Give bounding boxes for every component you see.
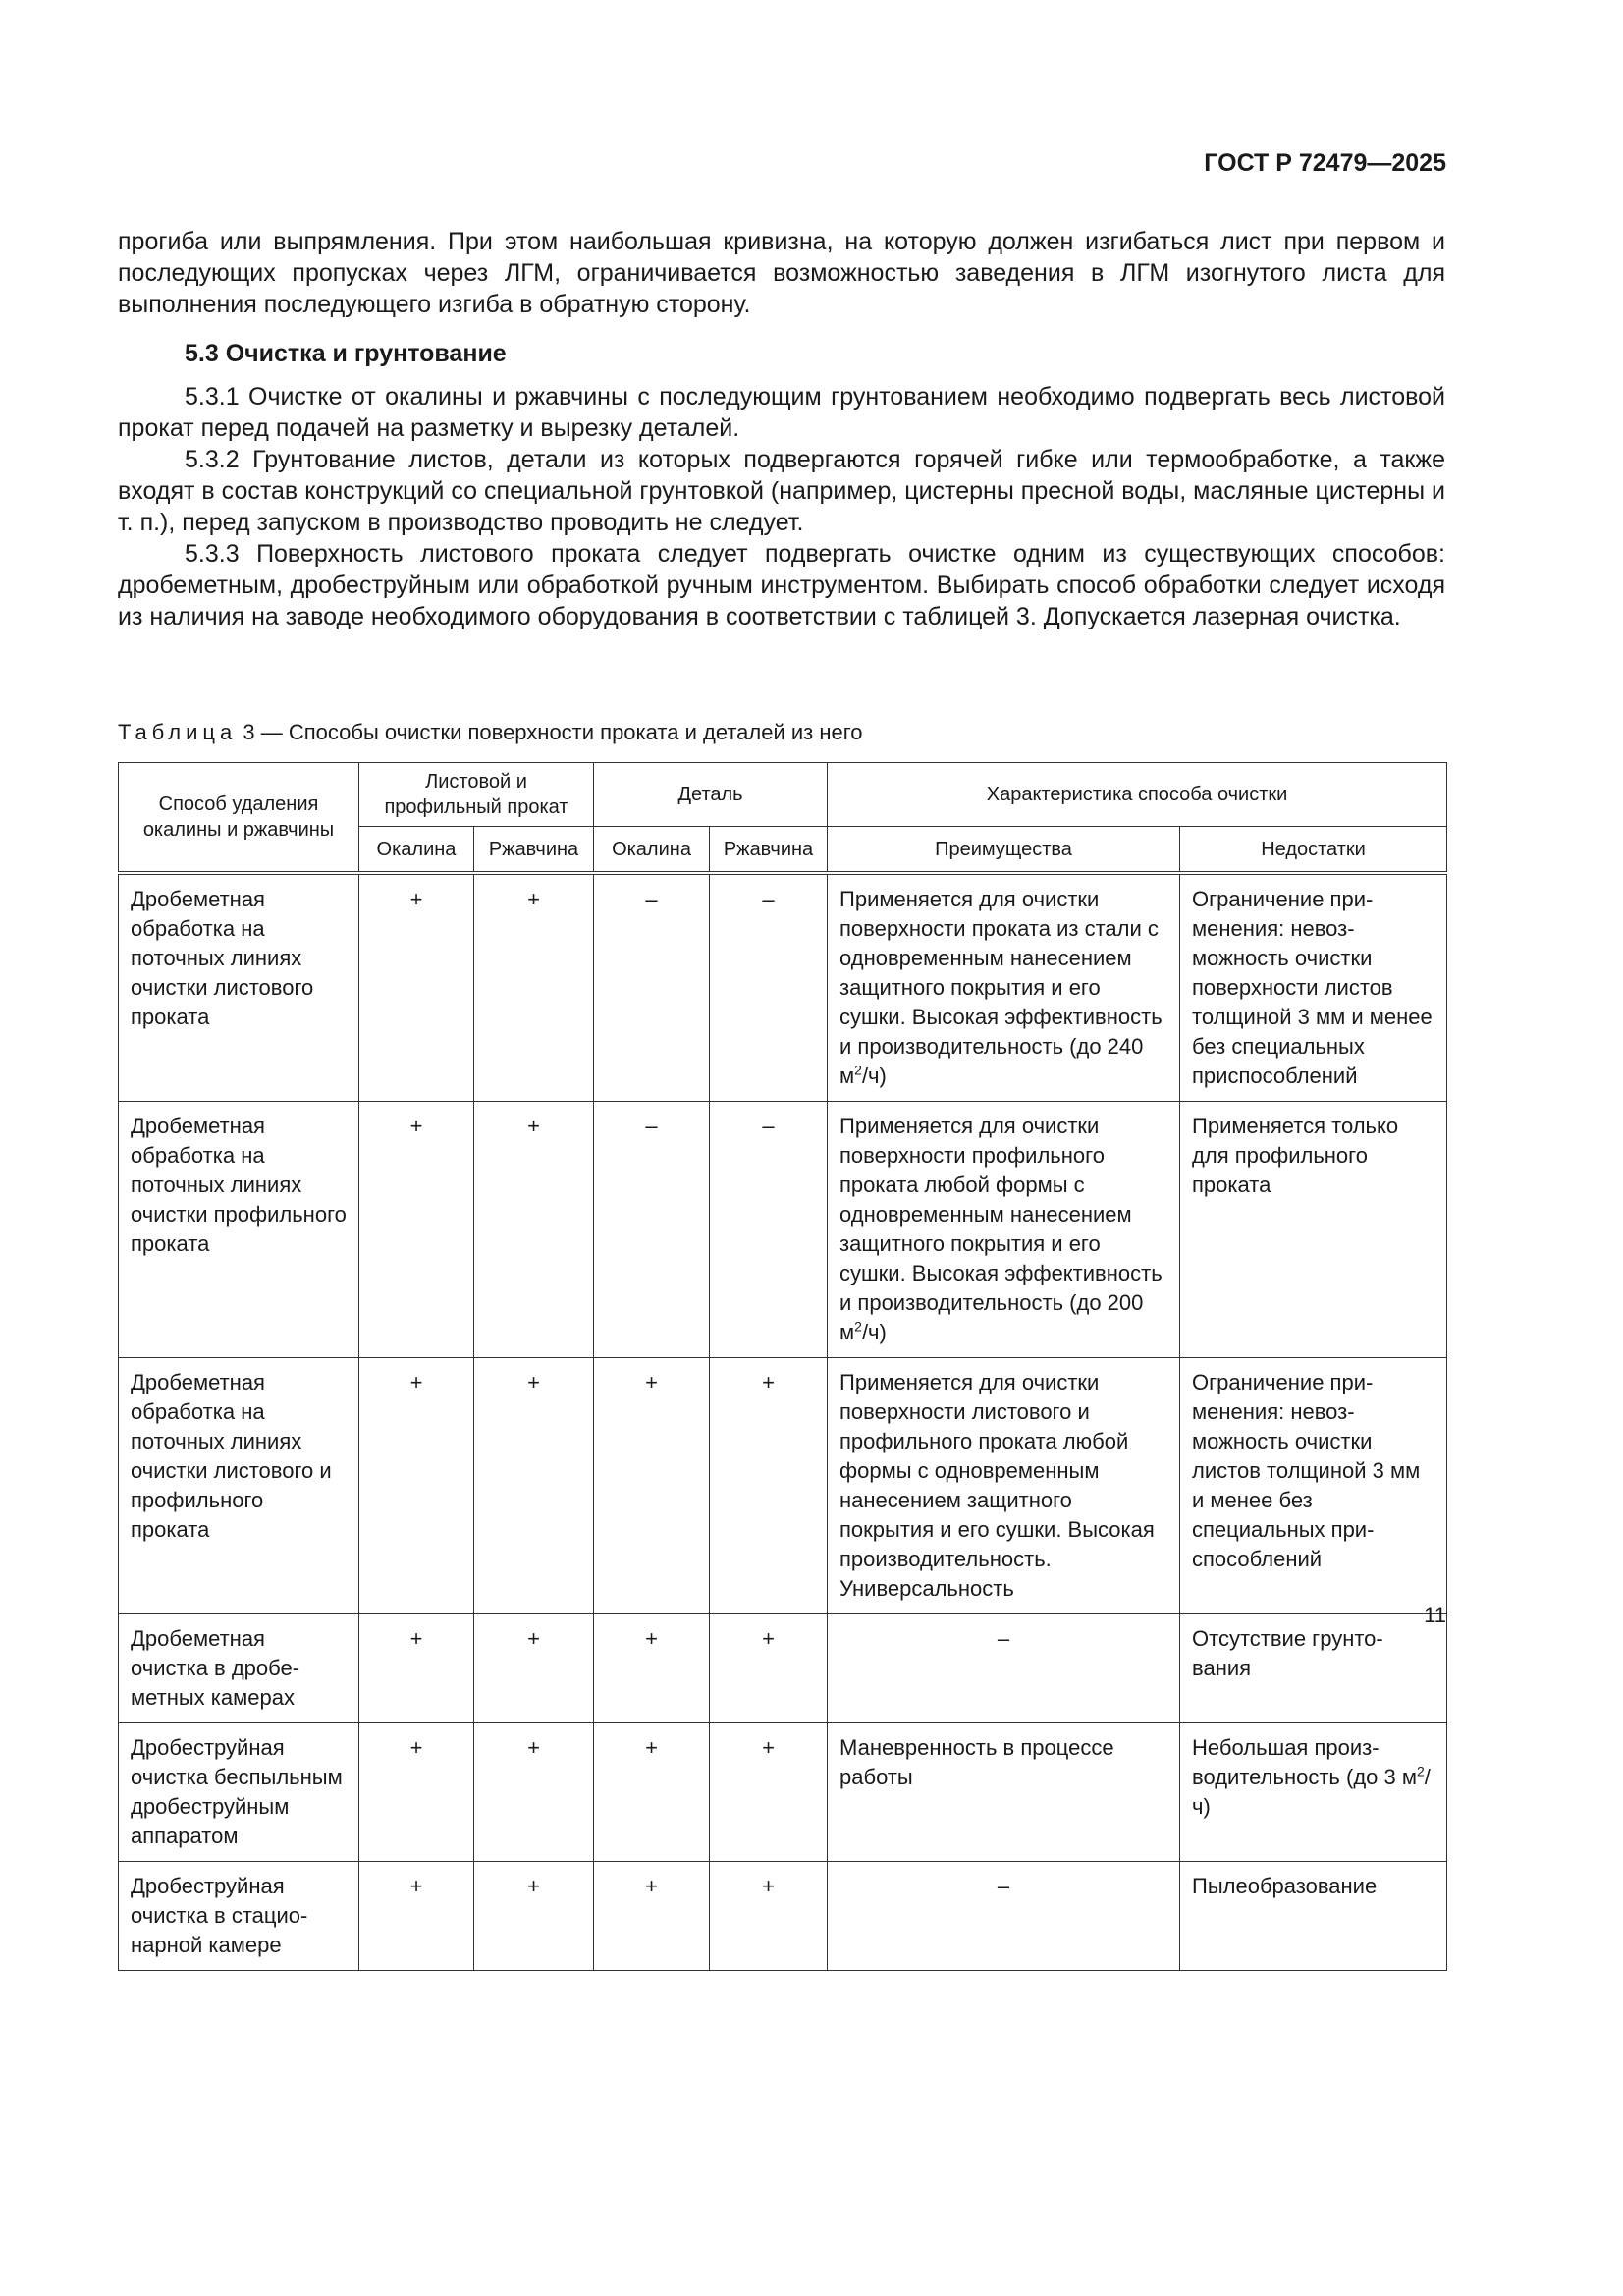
paragraph-5-3-3: 5.3.3 Поверхность листового проката следует подвергать очистке одним из существующих способов: дробеметным, дробеструйным или обработкой ручным инструментом. Выбирать способ обработки следует исходя из наличия на заводе необходимого оборудования в соответствии с таблицей 3. Допускается лазерная очистка.: [118, 540, 1445, 630]
method-cell: Дробеметная очистка в дробеметных камерах: [119, 1614, 359, 1723]
paragraph-5-3-1: 5.3.1 Очистке от окалины и ржавчины с последующим грунтованием необходимо подвергать весь листовой прокат перед подачей на разметку и вырезку деталей.: [118, 383, 1445, 442]
mark-cell: +: [594, 1358, 710, 1614]
mark-cell: +: [359, 1358, 474, 1614]
mark-cell: +: [594, 1723, 710, 1862]
advantages-cell: Применяется для очистки поверхности листового и профильного проката любой формы с одновременным нанесением защитного покрытия и его сушки. Высокая производительность. Универсальность: [828, 1358, 1180, 1614]
table-row: [119, 1614, 1447, 1723]
mark-cell: +: [710, 1723, 828, 1862]
advantages-cell: Применяется для очистки поверхности проката из стали с одновременным нанесением защитного покрытия и его сушки. Высокая эффективность и производительность (до 240 $м^2/ч$): [828, 873, 1180, 1102]
header-characteristic: Характеристика способа очистки: [828, 763, 1447, 827]
advantages-cell: Маневренность в процессе работы: [828, 1723, 1180, 1862]
mark-cell: +: [474, 1102, 594, 1358]
mark-cell: +: [710, 1614, 828, 1723]
paragraph-5-3-2: 5.3.2 Грунтование листов, детали из которых подвергаются горячей гибке или термообработке, а также входят в состав конструкций со специальной грунтовкой (например, цистерны пресной воды, масляные цистерны и т. п.), перед запуском в производство проводить не следует.: [118, 446, 1445, 536]
table-row: [119, 1862, 1447, 1971]
disadvantages-cell: Ограничение применения: невозможность очистки поверхности листов толщиной 3 мм и менее без специальных приспособлений: [1180, 873, 1447, 1102]
mark-cell: +: [474, 873, 594, 1102]
disadvantages-cell: Отсутствие грунтования: [1180, 1614, 1447, 1723]
method-cell: Дробеструйная очистка в стационарной камере: [119, 1862, 359, 1971]
header-advantages: Преимущества: [828, 827, 1180, 874]
mark-cell: +: [359, 1614, 474, 1723]
advantages-cell: –: [828, 1862, 1180, 1971]
advantages-cell: Применяется для очистки поверхности профильного проката любой формы с одновременным нанесением защитного покрытия и его сушки. Высокая эффективность и производительность (до 200 $м^2/ч$): [828, 1102, 1180, 1358]
header-sheet-profile: Листовой и профильный прокат: [359, 763, 594, 827]
page-number: 11: [1424, 1603, 1446, 1627]
mark-cell: +: [474, 1723, 594, 1862]
mark-cell: –: [594, 1102, 710, 1358]
header-scale: Окалина: [359, 827, 474, 874]
mark-cell: +: [710, 1358, 828, 1614]
disadvantages-cell: Ограничение применения: невозможность очистки листов толщиной 3 мм и менее без специальных приспособлений: [1180, 1358, 1447, 1614]
header-disadvantages: Недостатки: [1180, 827, 1447, 874]
header-method: Способ удаления окалины и ржавчины: [119, 763, 359, 874]
table-row: [119, 1102, 1447, 1358]
mark-cell: +: [474, 1358, 594, 1614]
section-title: 5.3 Очистка и грунтование: [185, 340, 507, 367]
header-rust-detail: Ржавчина: [710, 827, 828, 874]
mark-cell: +: [594, 1862, 710, 1971]
header-detail: Деталь: [594, 763, 828, 827]
table-caption-text: 3 — Способы очистки поверхности проката и деталей из него: [237, 720, 863, 744]
method-cell: Дробеструйная очистка беспыльным дробеструйным аппаратом: [119, 1723, 359, 1862]
method-cell: Дробеметная обработка на поточных линиях очистки листового и профильного проката: [119, 1358, 359, 1614]
mark-cell: –: [710, 873, 828, 1102]
table-row: [119, 1723, 1447, 1862]
mark-cell: +: [710, 1862, 828, 1971]
table-caption-word: Таблица: [118, 720, 238, 744]
mark-cell: +: [359, 1723, 474, 1862]
method-cell: Дробеметная обработка на поточных линиях очистки профильного проката: [119, 1102, 359, 1358]
advantages-cell: –: [828, 1614, 1180, 1723]
mark-cell: +: [474, 1862, 594, 1971]
document-id: ГОСТ Р 72479—2025: [1204, 149, 1446, 177]
disadvantages-cell: Небольшая производительность (до 3 $м^2/ч$): [1180, 1723, 1447, 1862]
table-row: [119, 1358, 1447, 1614]
header-rust: Ржавчина: [474, 827, 594, 874]
mark-cell: +: [359, 1102, 474, 1358]
header-scale-detail: Окалина: [594, 827, 710, 874]
method-cell: Дробеметная обработка на поточных линиях очистки листового проката: [119, 873, 359, 1102]
mark-cell: +: [594, 1614, 710, 1723]
intro-paragraph: прогиба или выпрямления. При этом наибольшая кривизна, на которую должен изгибаться лист при первом и последующих пропусках через ЛГМ, ограничивается возможностью заведения в ЛГМ изогнутого листа для выполнения последующего изгиба в обратную сторону.: [118, 228, 1445, 318]
mark-cell: +: [359, 873, 474, 1102]
mark-cell: +: [474, 1614, 594, 1723]
disadvantages-cell: Применяется только для профильного проката: [1180, 1102, 1447, 1358]
mark-cell: –: [710, 1102, 828, 1358]
table-caption: [118, 720, 863, 745]
mark-cell: –: [594, 873, 710, 1102]
cleaning-methods-table: [118, 762, 1447, 1971]
body-text: [118, 226, 1445, 632]
table-row: [119, 873, 1447, 1102]
disadvantages-cell: Пылеобразование: [1180, 1862, 1447, 1971]
mark-cell: +: [359, 1862, 474, 1971]
